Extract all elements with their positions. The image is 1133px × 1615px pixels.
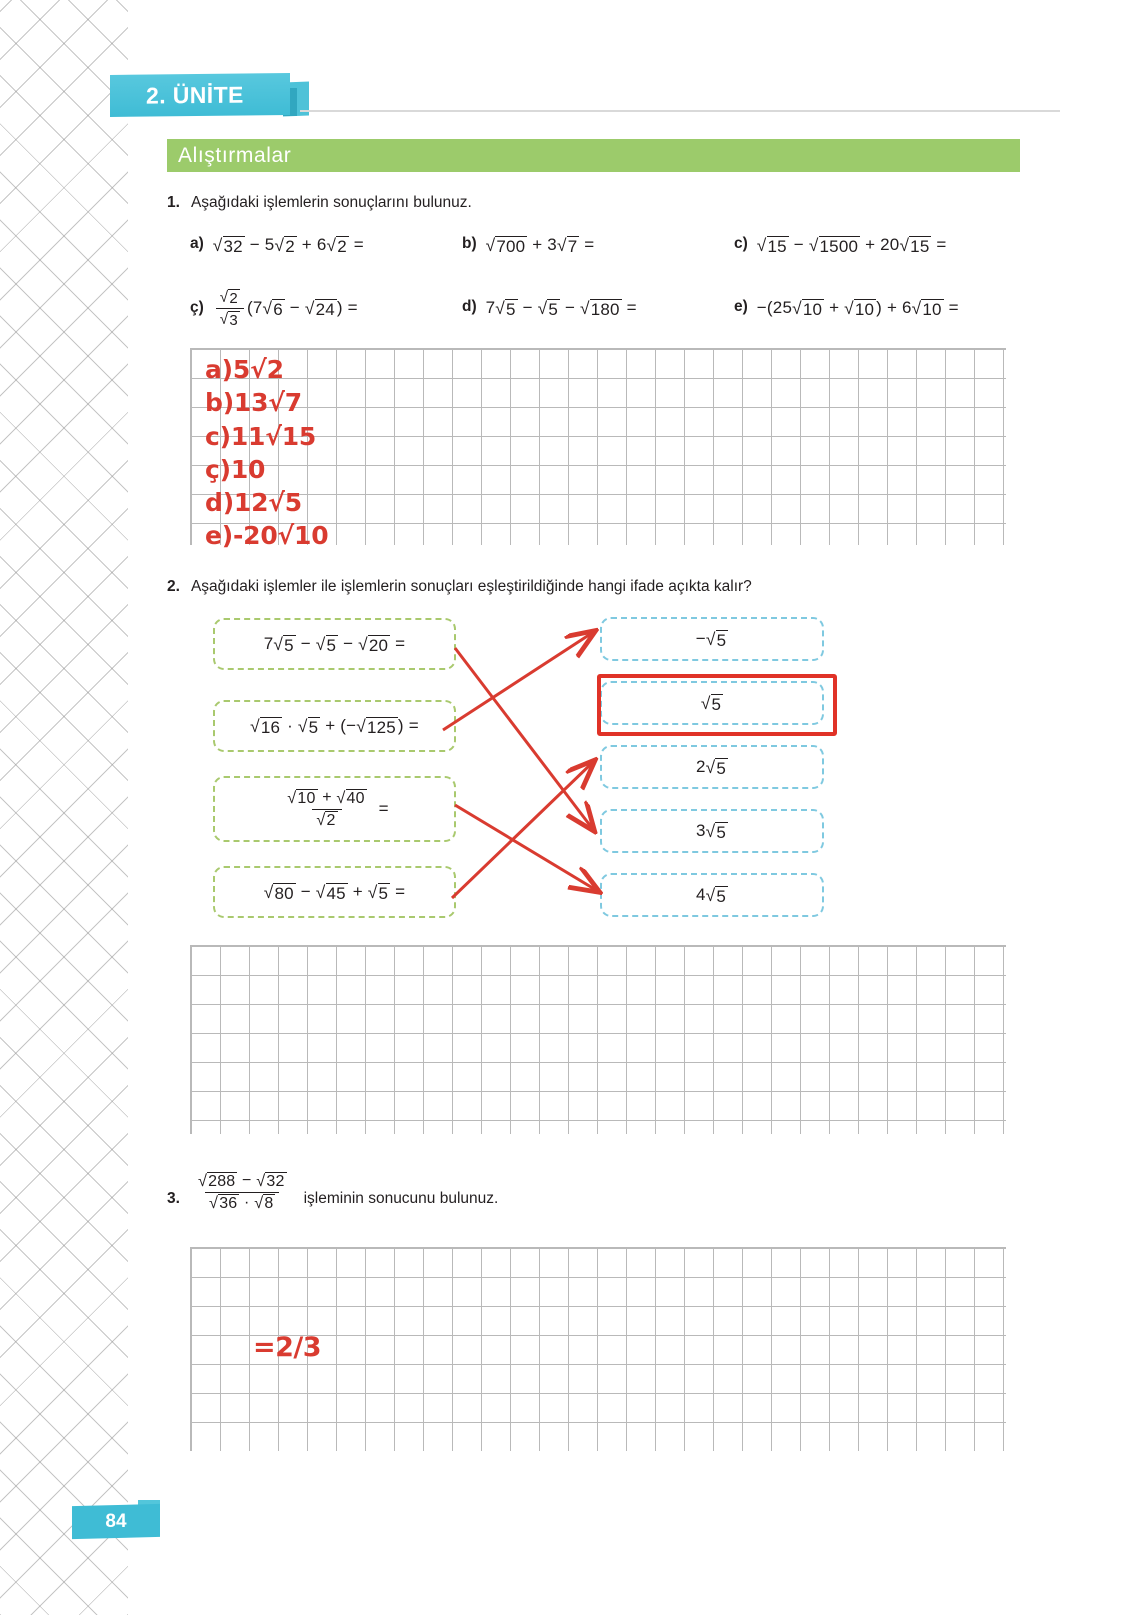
item-label-c: c) [734, 235, 748, 252]
exercise-1-number: 1. [167, 194, 180, 211]
exercise-2-number: 2. [167, 578, 180, 595]
arrow-left3-to-right5 [455, 805, 596, 890]
exercise-1-prompt: Aşağıdaki işlemlerin sonuçlarını bulunuz. [190, 194, 472, 211]
match-right-expression-4: 3 √ 5 [695, 820, 727, 842]
match-right-expression-3: 2 √ 5 [695, 756, 727, 778]
handwritten-answer-d: d)12√5 [205, 488, 302, 517]
item-expression-a: √ 32 − 5 √ 2 + 6 √ 2 = [212, 235, 364, 256]
exercise-3-prompt-row [167, 1172, 498, 1213]
item-label-e: e) [734, 298, 748, 315]
match-right-expression-1: − √ 5 [695, 628, 727, 650]
handwritten-answer-e: e)-20√10 [205, 521, 329, 551]
section-heading-label: Alıştırmalar [178, 143, 292, 167]
handwritten-answer-c: c)11√15 [205, 421, 317, 451]
match-left-expression-4: √ 80 − √ 45 + √ 5 = [263, 881, 406, 903]
unit-label: 2. ÜNİTE [146, 81, 244, 109]
exercise-3-number: 3. [167, 1190, 180, 1208]
arrow-left1-to-right4 [455, 648, 592, 828]
exercise-3-handwritten-answer: =2/3 [253, 1332, 322, 1363]
match-left-expression-2: √ 16 · √ 5 + (− √ 125 ) = [250, 715, 419, 737]
item-label-b: b) [462, 235, 477, 252]
arrow-left4-to-right3 [452, 763, 592, 898]
exercise-3-expression: √ 288 − √ 32 √ 36 · √ 8 [197, 1172, 285, 1212]
match-right-expression-5: 4 √ 5 [695, 884, 727, 906]
match-right-expression-2: √ 5 [700, 692, 722, 714]
item-expression-b: √ 700 + 3 √ 7 = [485, 235, 595, 256]
item-label-d: d) [462, 298, 477, 315]
exercise-2-worksheet-grid[interactable] [190, 945, 1006, 1134]
arrow-left2-to-right1 [443, 633, 592, 730]
page-number: 84 [105, 1510, 127, 1532]
handwritten-answer-b: b)13√7 [205, 388, 302, 418]
item-label-a: a) [190, 235, 204, 252]
item-expression-c: √ 15 − √ 1500 + 20 √ 15 = [756, 235, 947, 256]
item-expression-d: 7 √ 5 − √ 5 − √ 180 = [485, 298, 637, 319]
exercise-2-prompt: Aşağıdaki işlemler ile işlemlerin sonuçları eşleştirildiğinde hangi ifade açıkta kalır? [190, 578, 752, 595]
item-label-c-cedilla: ç) [190, 299, 204, 317]
match-left-expression-3: √ 10 + √ 40 √ 2 = [287, 788, 389, 829]
handwritten-answer-c-cedilla: ç)10 [205, 454, 266, 484]
item-expression-c-cedilla: √ 2 √ 3 (7 √ 6 − √ 24 ) = [213, 288, 358, 329]
item-expression-e: −(25 √ 10 + √ 10 ) + 6 √ 10 = [756, 298, 959, 319]
match-left-expression-1: 7 √ 5 − √ 5 − √ 20 = [263, 633, 406, 655]
exercise-3-prompt: işleminin sonucunu bulunuz. [303, 1189, 499, 1207]
handwritten-answer-a: a)5√2 [205, 355, 284, 384]
